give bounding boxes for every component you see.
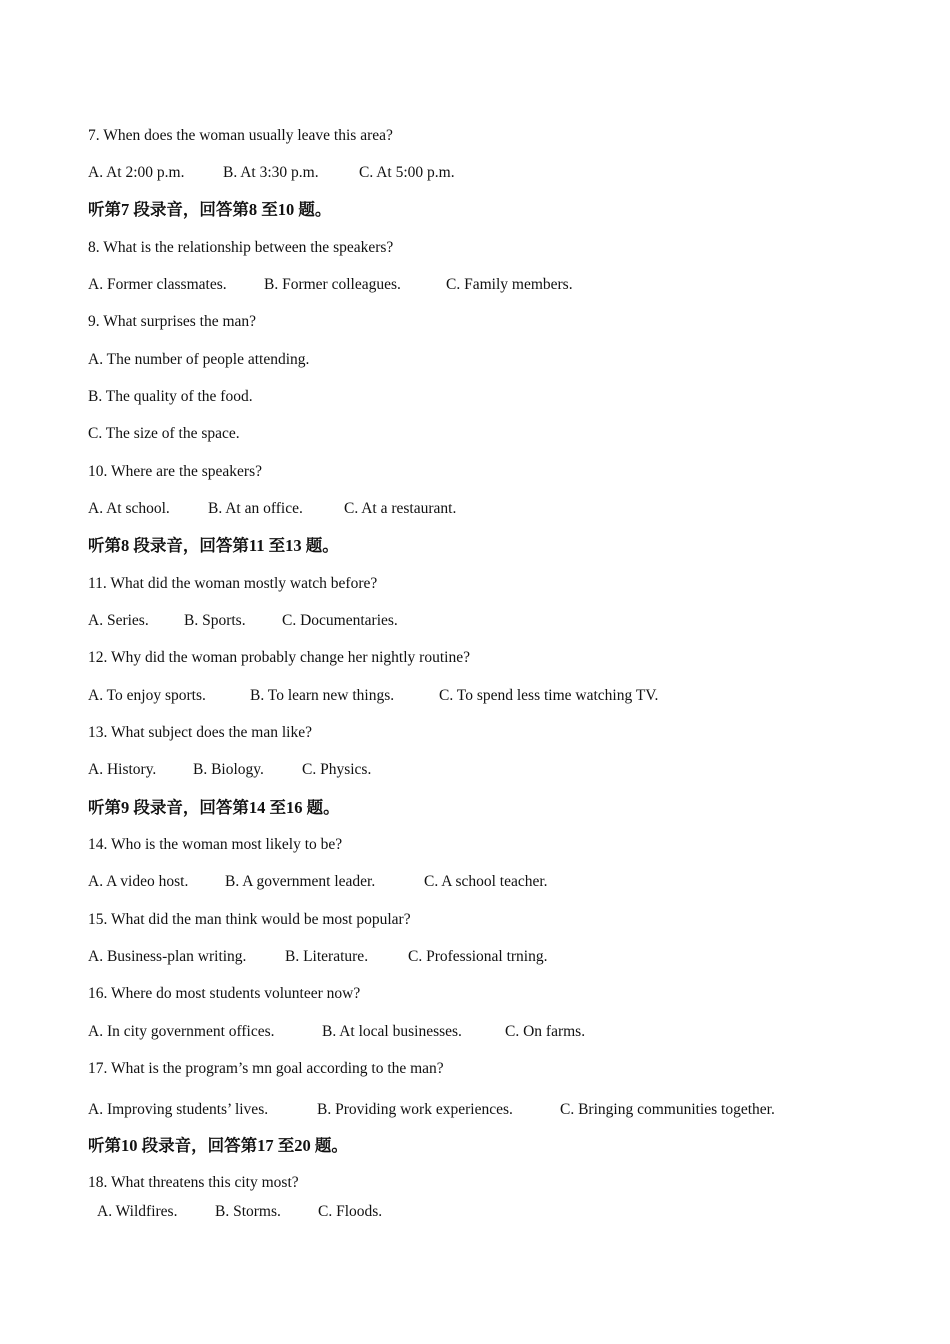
option-c: C. Documentaries.: [282, 612, 398, 629]
option-a: A. Series.: [88, 612, 149, 629]
question-9-option-a: A. The number of people attending.: [88, 351, 310, 368]
option-a: A. In city government offices.: [88, 1023, 275, 1040]
option-c: C. A school teacher.: [424, 873, 548, 890]
question-10: 10. Where are the speakers?: [88, 463, 262, 480]
question-13-options: [88, 760, 371, 780]
option-b: B. Sports.: [184, 612, 246, 629]
question-11: 11. What did the woman mostly watch before?: [88, 575, 378, 592]
option-c: C. At 5:00 p.m.: [359, 164, 455, 181]
question-15-options: [88, 947, 548, 967]
option-a: A. Business-plan writing.: [88, 948, 247, 965]
option-a: A. History.: [88, 761, 157, 778]
question-7-options: [88, 163, 455, 183]
option-c: C. Family members.: [446, 276, 573, 293]
question-16: 16. Where do most students volunteer now?: [88, 985, 361, 1002]
question-17-options: [88, 1100, 775, 1120]
question-11-options: [88, 611, 398, 631]
section-heading-7: 听第7 段录音，回答第8 至10 题。: [88, 200, 332, 219]
option-c: C. Floods.: [318, 1203, 383, 1220]
option-b: B. Literature.: [285, 948, 369, 965]
option-c: C. To spend less time watching TV.: [439, 687, 659, 704]
option-b: B. Providing work experiences.: [317, 1101, 513, 1118]
option-c: C. Professional trning.: [408, 948, 548, 965]
question-13: 13. What subject does the man like?: [88, 724, 312, 741]
option-a: A. A video host.: [88, 873, 189, 890]
question-14: 14. Who is the woman most likely to be?: [88, 836, 343, 853]
option-b: B. Biology.: [193, 761, 264, 778]
option-a: A. At school.: [88, 500, 170, 517]
option-c: C. At a restaurant.: [344, 500, 457, 517]
section-heading-10: 听第10 段录音，回答第17 至20 题。: [88, 1136, 348, 1155]
option-a: A. To enjoy sports.: [88, 687, 206, 704]
option-a: A. Improving students’ lives.: [88, 1101, 269, 1118]
question-9-option-c: C. The size of the space.: [88, 425, 240, 442]
question-8: 8. What is the relationship between the speakers?: [88, 239, 394, 256]
option-b: B. At an office.: [208, 500, 303, 517]
option-b: B. A government leader.: [225, 873, 376, 890]
question-18: 18. What threatens this city most?: [88, 1174, 299, 1191]
option-a: A. At 2:00 p.m.: [88, 164, 185, 181]
question-7: 7. When does the woman usually leave this area?: [88, 127, 393, 144]
option-b: B. At local businesses.: [322, 1023, 462, 1040]
question-12-options: [88, 686, 658, 706]
question-10-options: [88, 499, 456, 519]
question-16-options: [88, 1022, 585, 1042]
option-c: C. On farms.: [505, 1023, 586, 1040]
section-heading-9: 听第9 段录音，回答第14 至16 题。: [88, 798, 340, 817]
option-b: B. At 3:30 p.m.: [223, 164, 319, 181]
question-17: 17. What is the program’s mn goal according to the man?: [88, 1060, 444, 1077]
question-12: 12. Why did the woman probably change her nightly routine?: [88, 649, 470, 666]
option-b: B. Former colleagues.: [264, 276, 401, 293]
option-a: A. Former classmates.: [88, 276, 227, 293]
option-b: B. Storms.: [215, 1203, 281, 1220]
option-c: C. Physics.: [302, 761, 372, 778]
option-a: A. Wildfires.: [97, 1203, 178, 1220]
question-9-option-b: B. The quality of the food.: [88, 388, 253, 405]
question-15: 15. What did the man think would be most popular?: [88, 911, 411, 928]
section-heading-8: 听第8 段录音，回答第11 至13 题。: [88, 536, 339, 555]
question-18-options: [97, 1202, 382, 1222]
option-c: C. Bringing communities together.: [560, 1101, 775, 1118]
option-b: B. To learn new things.: [250, 687, 395, 704]
question-9: 9. What surprises the man?: [88, 313, 257, 330]
question-8-options: [88, 275, 573, 295]
question-14-options: [88, 872, 548, 892]
